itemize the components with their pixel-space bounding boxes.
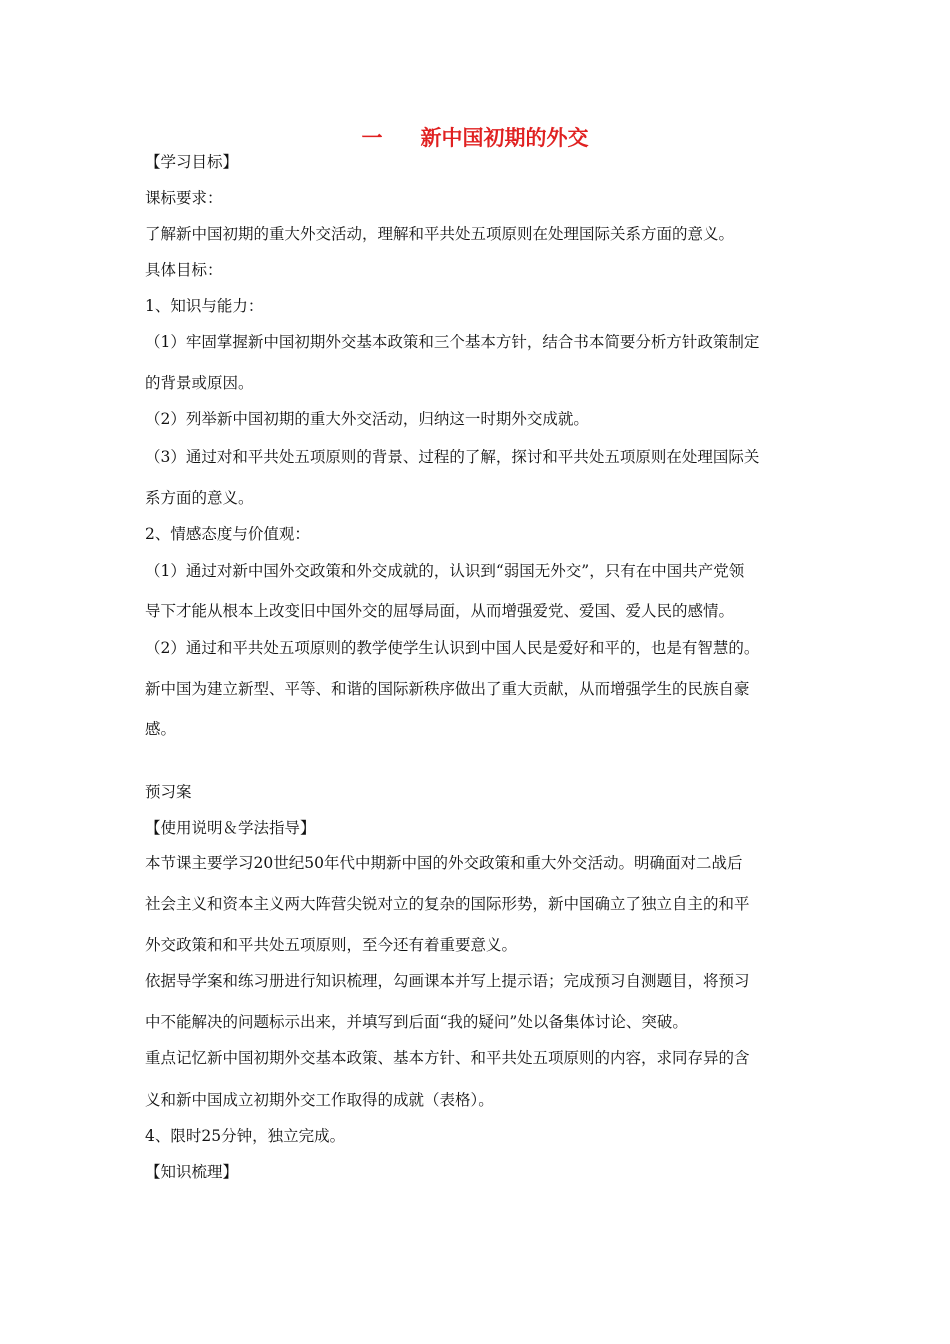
curriculum-requirement-text: 了解新中国初期的重大外交活动，理解和平共处五项原则在处理国际关系方面的意义。 (145, 225, 735, 243)
guide-para-3-line-2: 义和新中国成立初期外交工作取得的成就（表格）。 (145, 1091, 494, 1109)
specific-goals-label: 具体目标： (145, 261, 223, 279)
guide-para-1-line-2: 社会主义和资本主义两大阵营尖锐对立的复杂的国际形势，新中国确立了独立自主的和平 (145, 895, 750, 913)
goal-item-3-line-1: （3）通过对和平共处五项原则的背景、过程的了解，探讨和平共处五项原则在处理国际关 (145, 448, 760, 466)
goal-item-3-line-2: 系方面的意义。 (145, 489, 254, 507)
emotion-item-2-line-2: 新中国为建立新型、平等、和谐的国际新秩序做出了重大贡献，从而增强学生的民族自豪 (145, 680, 750, 698)
emotion-item-2-line-1: （2）通过和平共处五项原则的教学使学生认识到中国人民是爱好和平的，也是有智慧的。 (145, 639, 760, 657)
heading-learning-goals: 【学习目标】 (145, 153, 239, 171)
knowledge-ability-label: 1、知识与能力： (145, 297, 264, 315)
goal-item-2: （2）列举新中国初期的重大外交活动，归纳这一时期外交成就。 (145, 410, 589, 428)
emotion-values-label: 2、情感态度与价值观： (145, 525, 310, 543)
title-number: 一 (361, 126, 383, 150)
guide-para-1-line-1: 本节课主要学习20世纪50年代中期新中国的外交政策和重大外交活动。明确面对二战后 (145, 854, 743, 872)
guide-para-3-line-1: 重点记忆新中国初期外交基本政策、基本方针、和平共处五项原则的内容，求同存异的含 (145, 1049, 750, 1067)
guide-para-1-line-3: 外交政策和和平共处五项原则，至今还有着重要意义。 (145, 936, 518, 954)
title-text: 新中国初期的外交 (420, 126, 589, 150)
heading-usage-guide: 【使用说明＆学法指导】 (145, 819, 316, 837)
goal-item-1-line-2: 的背景或原因。 (145, 374, 254, 392)
guide-para-2-line-2: 中不能解决的问题标示出来，并填写到后面“我的疑问”处以备集体讨论、突破。 (145, 1013, 688, 1031)
guide-item-4: 4、限时25分钟，独立完成。 (145, 1127, 346, 1145)
document-title (0, 122, 950, 152)
emotion-item-1-line-1: （1）通过对新中国外交政策和外交成就的，认识到“弱国无外交”，只有在中国共产党领 (145, 562, 745, 580)
preview-plan-label: 预习案 (145, 783, 192, 801)
emotion-item-1-line-2: 导下才能从根本上改变旧中国外交的屈辱局面，从而增强爱党、爱国、爱人民的感情。 (145, 602, 735, 620)
heading-knowledge-review: 【知识梳理】 (145, 1163, 239, 1181)
goal-item-1-line-1: （1）牢固掌握新中国初期外交基本政策和三个基本方针，结合书本简要分析方针政策制定 (145, 333, 760, 351)
guide-para-2-line-1: 依据导学案和练习册进行知识梳理，勾画课本并写上提示语；完成预习自测题目，将预习 (145, 972, 750, 990)
emotion-item-2-line-3: 感。 (145, 720, 177, 738)
curriculum-requirement-label: 课标要求： (145, 189, 223, 207)
